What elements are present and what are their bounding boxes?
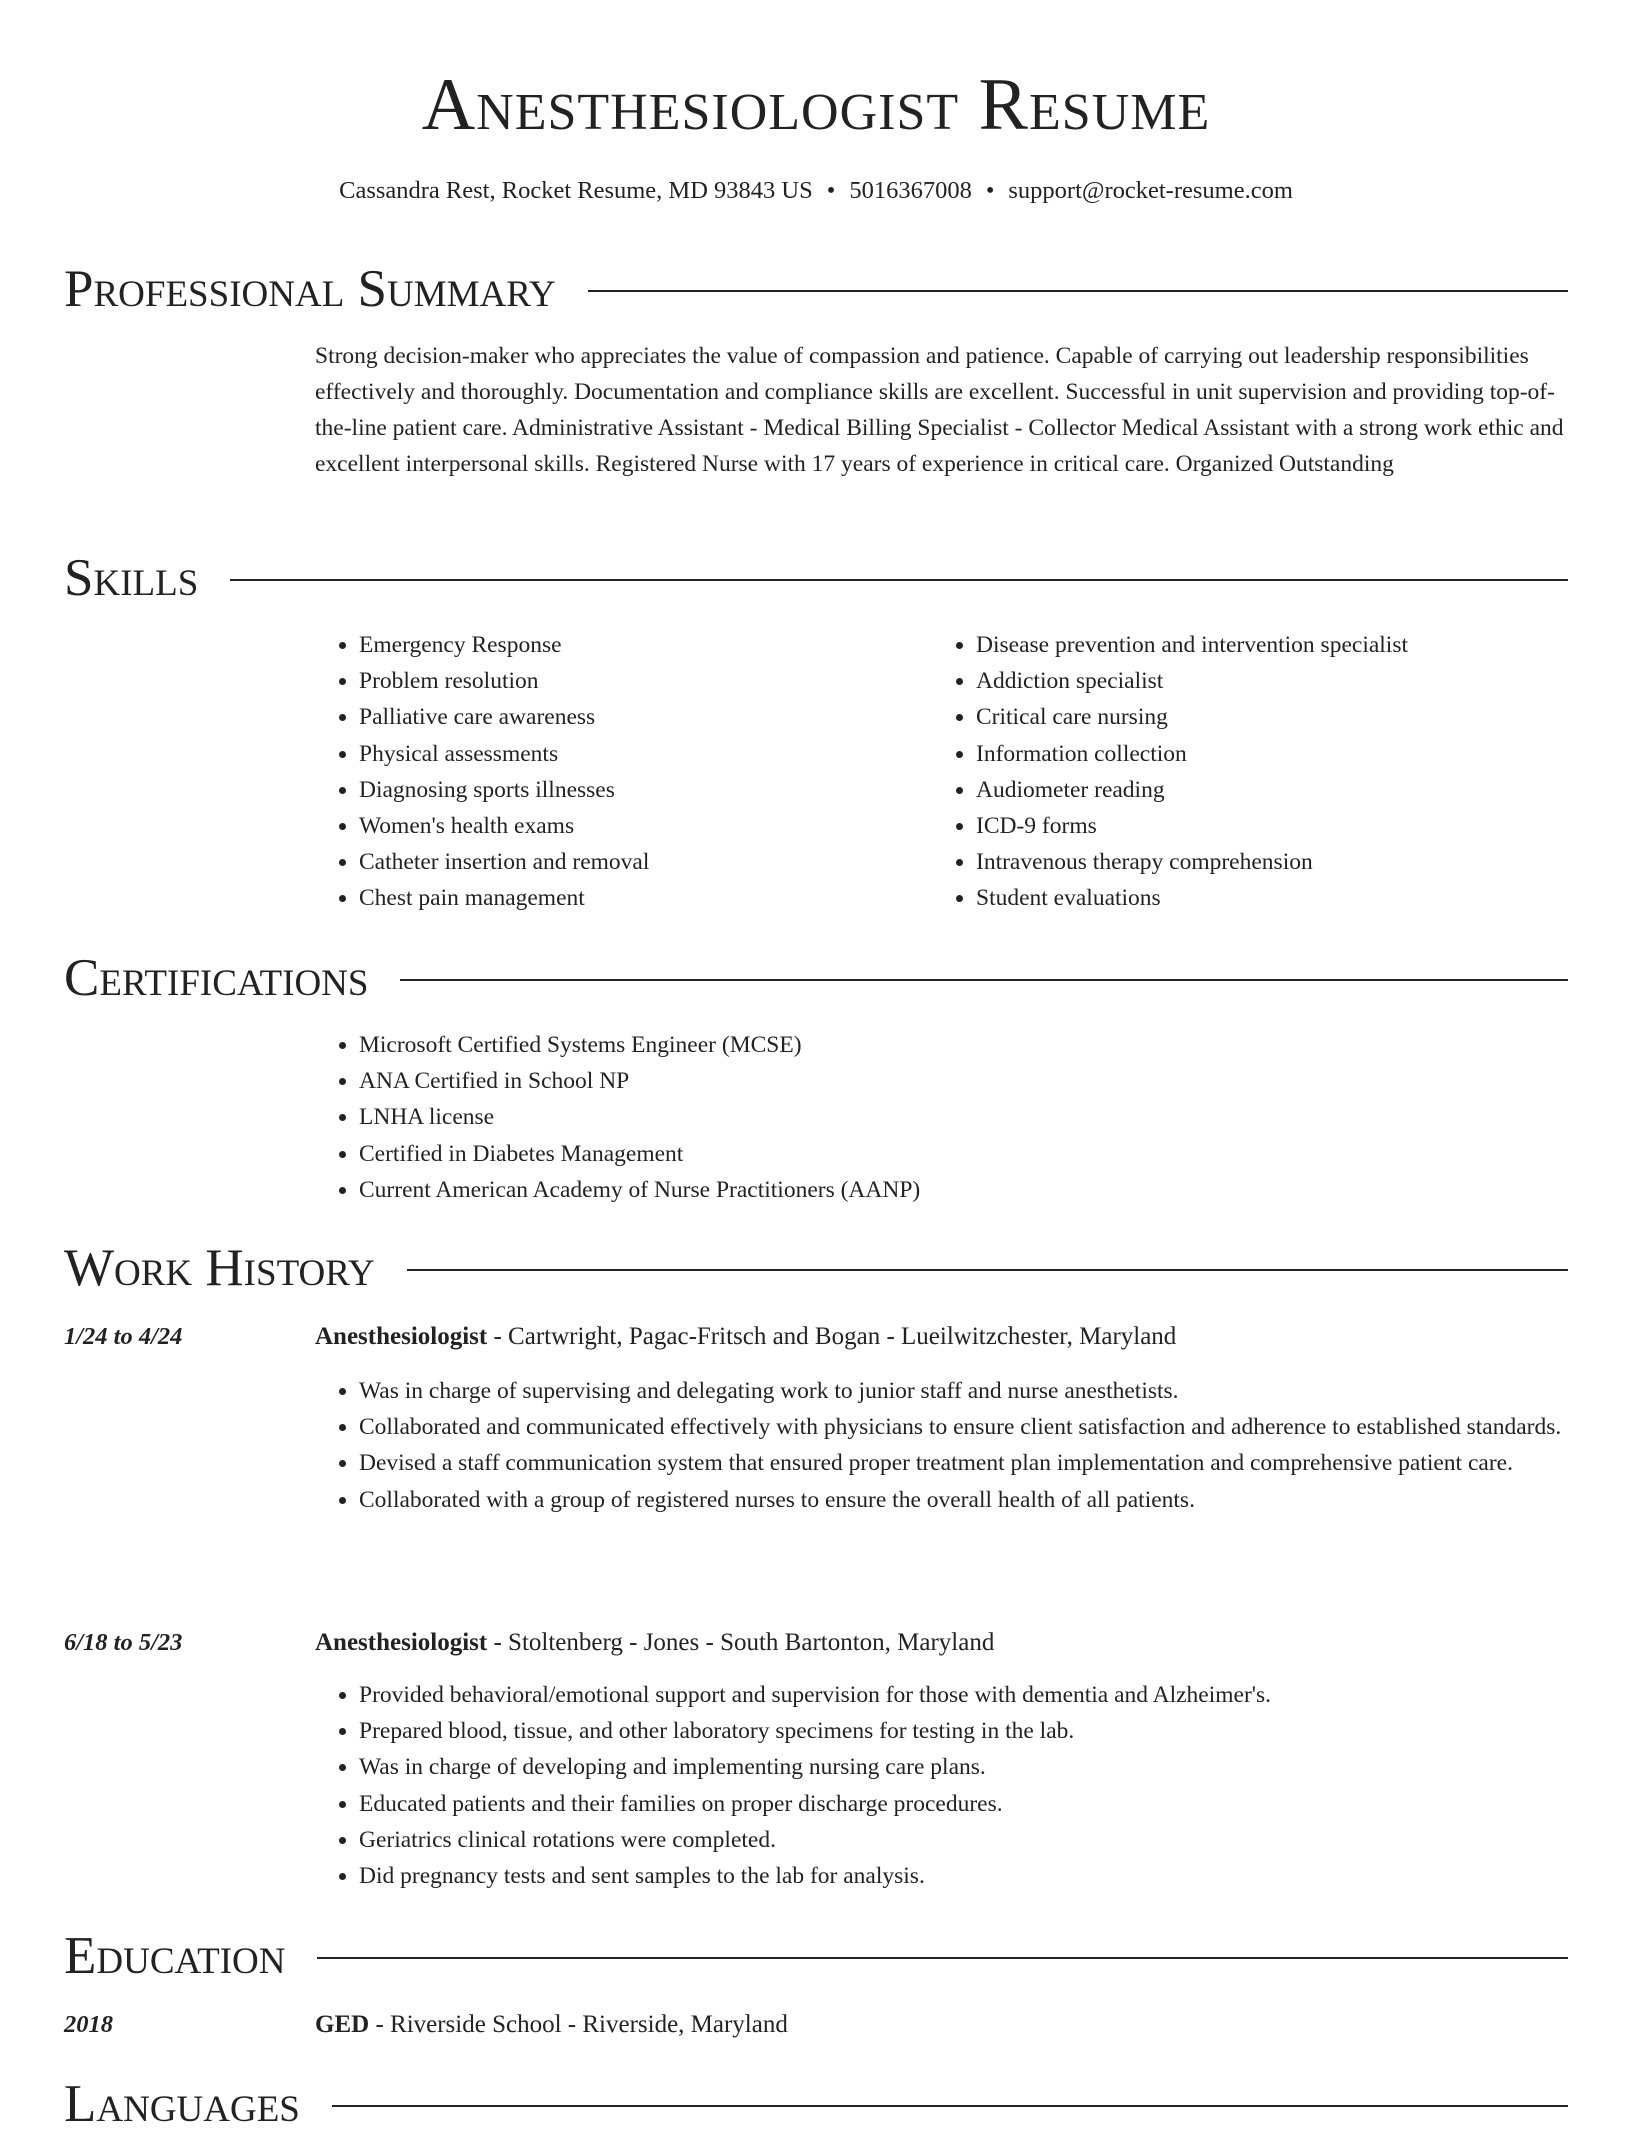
skill-item: • Women's health exams — [359, 808, 915, 844]
job-title-line — [315, 1626, 1568, 1660]
job-bullet: • Prepared blood, tissue, and other laboratory specimens for testing in the lab. — [359, 1713, 1568, 1749]
section-header-skills — [64, 547, 1568, 609]
education-school: - Riverside School - Riverside, Maryland — [369, 2011, 788, 2038]
section-header-education — [64, 1925, 1568, 1987]
certification-item: • Current American Academy of Nurse Practitioners (AANP) — [359, 1172, 1568, 1208]
skill-item: • Intravenous therapy comprehension — [976, 844, 1568, 880]
section-divider — [588, 290, 1568, 292]
section-title: Education — [64, 1927, 286, 1985]
job-role: Anesthesiologist — [315, 1629, 488, 1656]
education-line — [315, 2008, 1568, 2042]
skill-item: • Information collection — [976, 736, 1568, 772]
certification-item: • Microsoft Certified Systems Engineer (MCSE) — [359, 1027, 1568, 1063]
job-bullet: • Was in charge of developing and implementing nursing care plans. — [359, 1749, 1568, 1785]
contact-phone: 5016367008 — [849, 177, 972, 204]
section-title: Skills — [64, 549, 199, 607]
skill-item: • Disease prevention and intervention specialist — [976, 627, 1568, 663]
job-bullet: • Provided behavioral/emotional support and supervision for those with dementia and Alzheimer's. — [359, 1677, 1568, 1713]
section-divider — [230, 579, 1568, 581]
section-header-work-history — [64, 1237, 1568, 1299]
job-bullet: • Was in charge of supervising and delegating work to junior staff and nurse anesthetists. — [359, 1373, 1568, 1409]
job-employer: - Cartwright, Pagac-Fritsch and Bogan - Lueilwitzchester, Maryland — [487, 1323, 1177, 1350]
contact-separator: • — [826, 177, 836, 204]
job-bullet: • Devised a staff communication system that ensured proper treatment plan implementation and comprehensive patient care. — [359, 1445, 1568, 1481]
skill-item: • Chest pain management — [359, 880, 915, 916]
skill-item: • Audiometer reading — [976, 772, 1568, 808]
section-header-languages — [64, 2073, 1568, 2135]
job-dates: 1/24 to 4/24 — [64, 1323, 183, 1350]
contact-email: support@rocket-resume.com — [1008, 177, 1293, 204]
skill-item: • Diagnosing sports illnesses — [359, 772, 915, 808]
section-divider — [332, 2105, 1568, 2107]
skill-item: • Addiction specialist — [976, 663, 1568, 699]
education-date: 2018 — [64, 2011, 113, 2038]
section-divider — [317, 1957, 1568, 1959]
section-header-certifications — [64, 947, 1568, 1009]
job-bullet: • Collaborated with a group of registered nurses to ensure the overall health of all patients. — [359, 1482, 1568, 1518]
certification-item: • ANA Certified in School NP — [359, 1063, 1568, 1099]
contact-address: Cassandra Rest, Rocket Resume, MD 93843 US — [339, 177, 813, 204]
certification-item: • Certified in Diabetes Management — [359, 1136, 1568, 1172]
skill-item: • Student evaluations — [976, 880, 1568, 916]
section-title: Certifications — [64, 949, 369, 1007]
skill-item: • Problem resolution — [359, 663, 915, 699]
job-role: Anesthesiologist — [315, 1323, 488, 1350]
skills-column-left — [315, 627, 915, 917]
certifications-list — [315, 1027, 1568, 1208]
job-dates: 6/18 to 5/23 — [64, 1629, 183, 1656]
certification-item: • LNHA license — [359, 1099, 1568, 1135]
job-bullet: • Educated patients and their families on proper discharge procedures. — [359, 1786, 1568, 1822]
job-title-line — [315, 1320, 1568, 1354]
resume-title: Anesthesiologist Resume — [421, 64, 1211, 146]
section-title: Work History — [64, 1239, 375, 1297]
skill-item: • Critical care nursing — [976, 699, 1568, 735]
contact-line — [0, 174, 1632, 208]
skill-item: • Palliative care awareness — [359, 699, 915, 735]
job-bullet: • Collaborated and communicated effectively with physicians to ensure client satisfaction and adherence to established standards. — [359, 1409, 1568, 1445]
job-bullet: • Geriatrics clinical rotations were completed. — [359, 1822, 1568, 1858]
section-title: Professional Summary — [64, 260, 556, 318]
job-bullet: • Did pregnancy tests and sent samples to the lab for analysis. — [359, 1858, 1568, 1894]
section-divider — [407, 1269, 1568, 1271]
section-header-summary — [64, 258, 1568, 320]
section-divider — [400, 979, 1568, 981]
job-bullets — [315, 1373, 1568, 1518]
skill-item: • Emergency Response — [359, 627, 915, 663]
summary-text: Strong decision-maker who appreciates the value of compassion and patience. Capable of carrying out leadership responsibilities effectively and thoroughly. Documentation and compliance skills are excellent. Successful in unit supervision and providing top-of-the-line patient care. Administrative Assistant - Medical Billing Specialist - Collector Medical Assistant with a strong work ethic and excellent interpersonal skills. Registered Nurse with 17 years of experience in critical care. Organized Outstanding — [315, 343, 1564, 477]
job-bullets — [315, 1677, 1568, 1894]
skill-item: • Physical assessments — [359, 736, 915, 772]
skill-item: • Catheter insertion and removal — [359, 844, 915, 880]
skills-column-right — [932, 627, 1568, 917]
education-degree: GED — [315, 2011, 370, 2038]
section-title: Languages — [64, 2075, 300, 2133]
skill-item: • ICD-9 forms — [976, 808, 1568, 844]
job-employer: - Stoltenberg - Jones - South Bartonton, Maryland — [487, 1629, 995, 1656]
contact-separator: • — [985, 177, 995, 204]
